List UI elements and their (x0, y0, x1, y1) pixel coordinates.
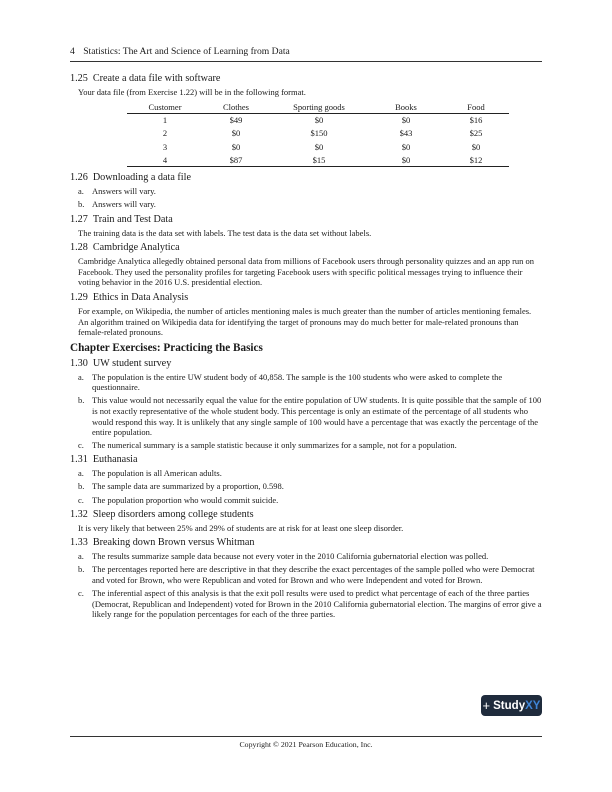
table-cell: 3 (162, 141, 168, 152)
exercise-heading (70, 241, 542, 254)
exercise-title: Downloading a data file (92, 172, 191, 184)
exercise-heading (70, 508, 542, 521)
item-text: The sample data are summarized by a proportion, 0.598. (92, 481, 284, 492)
table-cell: 2 (162, 128, 168, 139)
list-item (70, 551, 542, 562)
table-cell: $25 (469, 128, 483, 139)
exercise-title: Euthanasia (92, 454, 138, 466)
exercise-number: 1.27 (70, 213, 88, 225)
item-text: This value would not necessarily equal the value for the entire population of UW students. It is quite possible that the sample of 100 is not exactly representative of the whole student body. This percentage is only an estimate of the percentage of all students who would respond this way. It is unlikely that any single sample of 100 would have a percentage that was exactly the percentage of the entire population. (92, 395, 542, 438)
item-label: b. (78, 199, 85, 210)
item-text: The population proportion who would commit suicide. (92, 494, 279, 505)
list-item (70, 199, 542, 210)
exercise-heading (70, 357, 542, 370)
column-header: Clothes (203, 101, 269, 114)
exercise-number: 1.29 (70, 291, 88, 303)
item-text: The percentages reported here are descriptive in that they describe the exact percentages of the sample polled who were Democrat and voted for Brown, who were Republican and voted for Brown and who were Independent and voted for Brown. (92, 564, 535, 585)
exercise-heading (70, 291, 542, 304)
plus-icon: + (482, 698, 491, 713)
table-cell: $0 (471, 141, 481, 152)
table-cell: $43 (399, 128, 413, 139)
list-item (70, 481, 542, 492)
table-cell: 4 (127, 153, 203, 167)
item-text: The population is the entire UW student body of 40,858. The sample is the 100 students who were asked to complete the questionnaire. (92, 371, 503, 393)
item-label: a. (78, 551, 84, 562)
item-text: The inferential aspect of this analysis is that the exit poll results were used to predict what percentage of each of the three parties (Democrat, Republican and Independent) voted for Brown in the 2010 California gubernatorial election. The margins of error give a likely range for the population percentages for each of the three parties. (92, 588, 542, 620)
table-row (127, 113, 509, 127)
exercise-heading (70, 453, 542, 466)
item-text: The results summarize sample data because not every voter in the 2010 California gubernatorial election was polled. (92, 551, 489, 562)
item-text: Answers will vary. (92, 199, 156, 210)
copyright-footer: Copyright © 2021 Pearson Education, Inc. (239, 740, 373, 749)
list-item (70, 495, 542, 506)
table-cell: $49 (229, 115, 243, 126)
table-cell: $0 (369, 153, 443, 167)
item-label: b. (78, 395, 85, 406)
answer-list (70, 372, 542, 451)
column-header: Books (369, 101, 443, 114)
table-cell: $0 (231, 128, 241, 139)
item-label: a. (78, 371, 84, 382)
list-item (70, 564, 542, 585)
answer-list (70, 186, 542, 210)
item-label: b. (78, 564, 85, 575)
brand-accent: XY (525, 699, 541, 712)
footer-divider (70, 736, 542, 737)
column-header: Food (443, 101, 509, 114)
table-cell: $16 (469, 115, 483, 126)
table-cell: $0 (314, 115, 324, 126)
item-text: The numerical summary is a sample statistic because it only summarizes for a sample, not for a population. (92, 440, 457, 451)
exercise-number: 1.26 (70, 172, 88, 184)
table-row (127, 153, 509, 167)
list-item (70, 468, 542, 479)
table-cell: 1 (162, 115, 168, 126)
table-cell: $0 (314, 141, 324, 152)
exercise-title: UW student survey (92, 357, 172, 369)
table-header-row (127, 101, 509, 114)
table-cell: $12 (443, 153, 509, 167)
exercise-number: 1.31 (70, 454, 88, 466)
list-item (70, 372, 542, 393)
list-item (70, 588, 542, 620)
item-text: The population is all American adults. (92, 468, 222, 479)
exercise-number: 1.25 (70, 73, 88, 84)
exercise-number: 1.33 (70, 537, 88, 549)
table-row (127, 140, 509, 153)
exercise-text: Your data file (from Exercise 1.22) will be in the following format. (78, 87, 306, 97)
table-cell: $0 (401, 141, 411, 152)
book-title: Statistics: The Art and Science of Learning from Data (83, 46, 290, 57)
exercise-title: Ethics in Data Analysis (92, 291, 189, 303)
list-item (70, 186, 542, 197)
item-label: b. (78, 481, 85, 492)
exercise-text: It is very likely that between 25% and 29% of students are at risk for at least one sleep disorder. (78, 522, 404, 533)
exercise-text: Cambridge Analytica allegedly obtained personal data from millions of Facebook users through personality quizzes and an app run on Facebook. They used the personality profiles for targeting Facebook users with specific political messages trying to influence their voting behavior in the 2016 U.S. presidential election. (78, 256, 535, 288)
answer-list (70, 468, 542, 505)
exercise-heading (70, 72, 542, 85)
page-number: 4 (70, 46, 75, 57)
table-cell: $87 (203, 153, 269, 167)
table-cell: $0 (401, 115, 411, 126)
exercise-text: For example, on Wikipedia, the number of articles mentioning males is much greater than the number of articles mentioning females. An algorithm trained on Wikipedia data for identifying the target of pronouns may do much better for male-related pronouns than female-related pronouns. (78, 305, 532, 338)
main-content (70, 72, 542, 622)
brand-main: Study (493, 699, 526, 712)
item-label: c. (78, 588, 84, 598)
exercise-number: 1.30 (70, 357, 88, 369)
exercise-number: 1.32 (70, 508, 88, 520)
section-heading: Chapter Exercises: Practicing the Basics (70, 341, 263, 354)
exercise-title: Train and Test Data (92, 213, 173, 225)
list-item (70, 440, 542, 451)
table-cell: $0 (231, 141, 241, 152)
exercise-title: Create a data file with software (92, 73, 221, 84)
exercise-heading (70, 536, 542, 549)
item-label: a. (78, 186, 84, 197)
item-label: c. (78, 494, 84, 505)
exercise-title: Breaking down Brown versus Whitman (92, 537, 255, 549)
customer-spending-table (127, 101, 509, 168)
list-item (70, 395, 542, 437)
exercise-heading (70, 213, 542, 226)
exercise-number: 1.28 (70, 242, 88, 254)
table-row (127, 127, 509, 140)
studyxy-badge[interactable] (481, 695, 542, 716)
table-cell: $150 (310, 128, 328, 139)
column-header: Customer (127, 101, 203, 114)
exercise-heading (70, 171, 542, 184)
item-text: Answers will vary. (92, 186, 156, 197)
exercise-title: Cambridge Analytica (92, 242, 180, 254)
column-header: Sporting goods (269, 101, 369, 114)
item-label: c. (78, 440, 84, 451)
answer-list (70, 551, 542, 620)
running-head (70, 46, 542, 62)
exercise-title: Sleep disorders among college students (92, 508, 254, 520)
table-cell: $15 (269, 153, 369, 167)
item-label: a. (78, 468, 84, 479)
exercise-text: The training data is the data set with labels. The test data is the data set without labels. (78, 227, 372, 238)
